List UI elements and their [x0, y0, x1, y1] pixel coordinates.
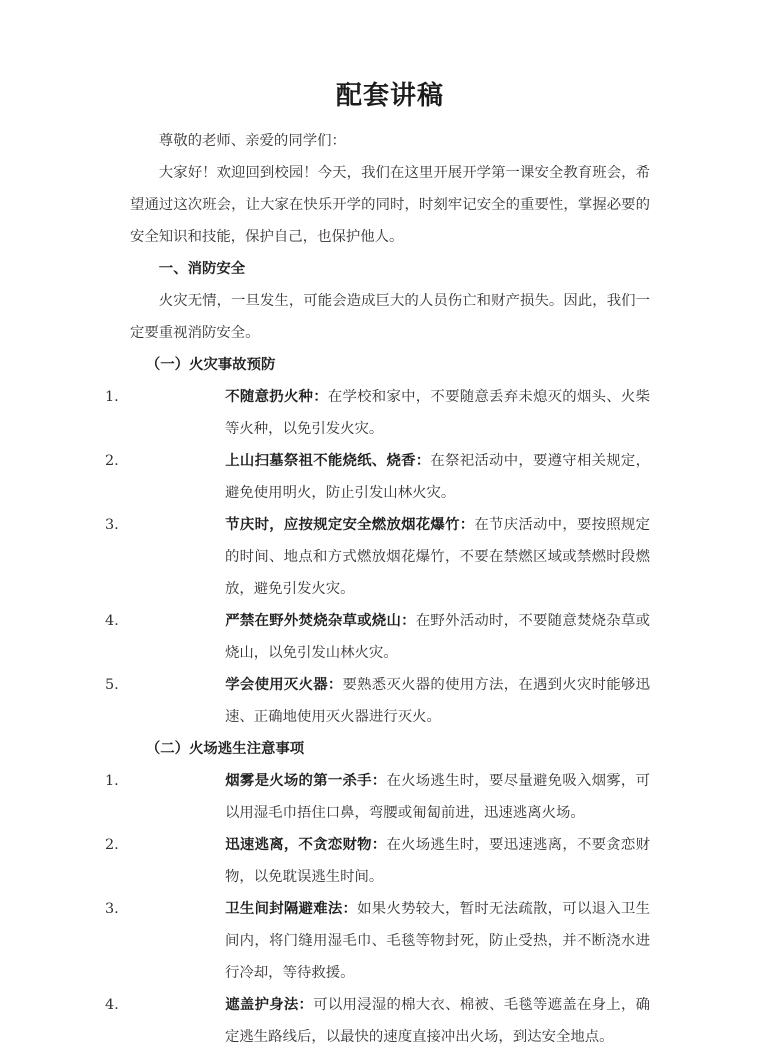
list-item-lead: 迅速逃离，不贪恋财物：	[225, 836, 387, 853]
list-item-marker: 4.	[105, 613, 119, 629]
list-item-body: 在火场逃生时，要尽量避免吸入烟雾，可以用湿毛巾捂住口鼻，弯腰或匍匐前进，迅速逃离火场。	[225, 773, 650, 821]
list-item-lead: 烟雾是火场的第一杀手：	[225, 772, 387, 789]
list-item-body: 在祭祀活动中，要遵守相关规定，避免使用明火，防止引发山林火灾。	[225, 453, 650, 501]
document-body	[105, 0, 650, 1053]
list-item-lead: 上山扫墓祭祖不能烧纸、烧香：	[225, 452, 431, 469]
salutation-line: 尊敬的老师、亲爱的同学们：	[158, 133, 346, 149]
list-item-lead: 节庆时，应按规定安全燃放烟花爆竹：	[225, 516, 475, 533]
list-item-body: 在野外活动时，不要随意焚烧杂草或烧山，以免引发山林火灾。	[225, 613, 650, 661]
list-item	[105, 989, 650, 1053]
list-item-lead: 不随意扔火种：	[225, 388, 328, 405]
section-intro-paragraph: 火灾无情，一旦发生，可能会造成巨大的人员伤亡和财产损失。因此，我们一定要重视消防安全。	[130, 293, 650, 341]
page-title: 配套讲稿	[335, 81, 444, 111]
subsection-heading-2: （二）火场逃生注意事项	[145, 740, 305, 757]
numbered-list-prevention	[105, 381, 650, 733]
opening-paragraph: 大家好！欢迎回到校园！今天，我们在这里开展开学第一课安全教育班会，希望通过这次班会，让大家在快乐开学的同时，时刻牢记安全的重要性，掌握必要的安全知识和技能，保护自己，也保护他人。	[130, 165, 650, 245]
list-item	[105, 445, 650, 509]
list-item-lead: 卫生间封隔避难法：	[225, 900, 358, 917]
list-item	[105, 765, 650, 829]
list-item-marker: 1.	[105, 773, 119, 789]
list-item-body: 在学校和家中，不要随意丢弃未熄灭的烟头、火柴等火种，以免引发火灾。	[225, 389, 650, 437]
list-item	[105, 893, 650, 989]
list-item	[105, 509, 650, 605]
section-heading-1: 一、消防安全	[158, 260, 246, 277]
list-item-marker: 3.	[105, 901, 119, 917]
list-item-marker: 5.	[105, 677, 119, 693]
list-item	[105, 829, 650, 893]
list-item-marker: 4.	[105, 997, 119, 1013]
list-item	[105, 669, 650, 733]
numbered-list-escape	[105, 765, 650, 1053]
list-item-marker: 2.	[105, 837, 119, 853]
list-item-marker: 3.	[105, 517, 119, 533]
list-item-lead: 严禁在野外焚烧杂草或烧山：	[225, 612, 416, 629]
list-item-body: 在节庆活动中，要按照规定的时间、地点和方式燃放烟花爆竹，不要在禁燃区域或禁燃时段燃放，避免引发火灾。	[225, 517, 650, 597]
list-item-body: 可以用浸湿的棉大衣、棉被、毛毯等遮盖在身上，确定逃生路线后，以最快的速度直接冲出火场，到达安全地点。	[225, 997, 650, 1045]
list-item-body: 在火场逃生时，要迅速逃离，不要贪恋财物，以免耽误逃生时间。	[225, 837, 650, 885]
list-item-marker: 1.	[105, 389, 119, 405]
subsection-heading-1: （一）火灾事故预防	[145, 356, 276, 373]
list-item-lead: 遮盖护身法：	[225, 996, 314, 1013]
list-item	[105, 605, 650, 669]
list-item-body: 要熟悉灭火器的使用方法，在遇到火灾时能够迅速、正确地使用灭火器进行灭火。	[225, 677, 650, 725]
list-item-marker: 2.	[105, 453, 119, 469]
list-item	[105, 381, 650, 445]
list-item-lead: 学会使用灭火器：	[225, 676, 343, 693]
list-item-body: 如果火势较大，暂时无法疏散，可以退入卫生间内，将门缝用湿毛巾、毛毯等物封死，防止受热，并不断浇水进行冷却，等待救援。	[225, 901, 650, 981]
